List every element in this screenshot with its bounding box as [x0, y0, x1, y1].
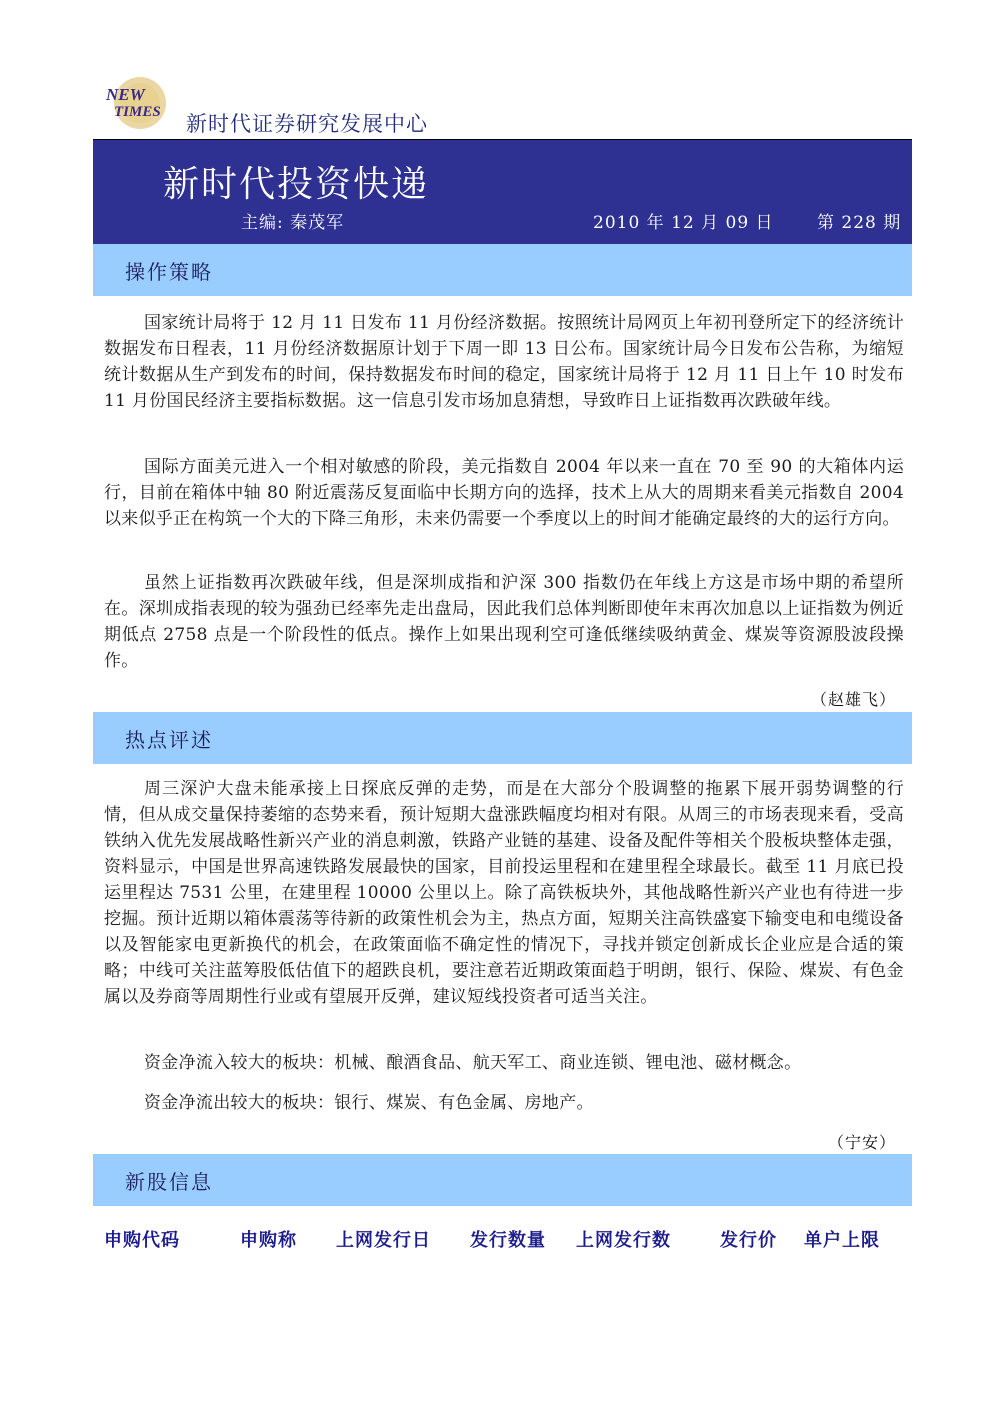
issue-number: 第 228 期 [817, 213, 902, 233]
section-ipo-header [93, 1154, 912, 1206]
svg-text:TIMES: TIMES [114, 104, 161, 120]
hotspot-paragraph: 周三深沪大盘未能承接上日探底反弹的走势，而是在大部分个股调整的拖累下展开弱势调整的行情，但从成交量保持萎缩的态势来看，预计短期大盘涨跌幅度均相对有限。从周三的市场表现来看，受高铁纳入优先发展战略性新兴产业的消息刺激，铁路产业链的基建、设备及配件等相关个股板块整体走强，资料显示，中国是世界高速铁路发展最快的国家，目前投运里程和在建里程全球最长。截至 11 月底已投运里程达 7531 公里，在建里程 10000 公里以上。除了高铁板块外，其他战略性新兴产业也有待进一步挖掘。预计近期以箱体震荡等待新的政策性机会为主，热点方面，短期关注高铁盛宴下输变电和电缆设备以及智能家电更新换代的机会，在政策面临不确定性的情况下，寻找并锁定创新成长企业应是合适的策略；中线可关注蓝筹股低估值下的超跌良机，要注意若近期政策面趋于明朗，银行、保险、煤炭、有色金属以及券商等周期性行业或有望展开反弹，建议短线投资者可适当关注。 [104, 779, 904, 1007]
ipo-column-header: 发行数量 [470, 1230, 546, 1251]
ipo-column-header: 上网发行数 [576, 1230, 671, 1251]
strategy-author: （赵雄飞） [810, 690, 896, 709]
new-times-logo [104, 72, 184, 132]
hotspot-author: （宁安） [827, 1133, 896, 1152]
header-banner [93, 140, 912, 244]
fund-outflow-paragraph: 资金净流出较大的板块：银行、煤炭、有色金属、房地产。 [144, 1093, 594, 1113]
organization-name: 新时代证券研究发展中心 [186, 112, 428, 136]
editor-label: 主编: 秦茂军 [241, 213, 345, 233]
ipo-column-header: 上网发行日 [336, 1230, 431, 1251]
issue-date: 2010 年 12 月 09 日 [593, 213, 774, 233]
strategy-paragraph: 国际方面美元进入一个相对敏感的阶段，美元指数自 2004 年以来一直在 70 至 90 的大箱体内运行，目前在箱体中轴 80 附近震荡反复面临中长期方向的选择，技术上从大的周期来看美元指数自 2004 以来似乎正在构筑一个大的下降三角形，未来仍需要一个季度以上的时间才能确定最终的大的运行方向。 [104, 457, 904, 529]
section-hotspot-header [93, 712, 912, 764]
ipo-column-header: 发行价 [720, 1230, 777, 1251]
fund-inflow-paragraph: 资金净流入较大的板块：机械、酿酒食品、航天军工、商业连锁、锂电池、磁材概念。 [144, 1053, 802, 1073]
ipo-column-header: 申购称 [240, 1230, 297, 1251]
section-strategy-header [93, 244, 912, 296]
strategy-paragraph: 国家统计局将于 12 月 11 日发布 11 月份经济数据。按照统计局网页上年初刊登所定下的经济统计数据发布日程表，11 月份经济数据原计划于下周一即 13 日公布。国家统计局今日发布公告称，为缩短统计数据从生产到发布的时间，保持数据发布时间的稳定，国家统计局将于 12 月 11 日上午 10 时发布 11 月份国民经济主要指标数据。这一信息引发市场加息猜想，导致昨日上证指数再次跌破年线。 [104, 313, 904, 411]
publication-title: 新时代投资快递 [163, 164, 430, 205]
section-strategy-title: 操作策略 [125, 260, 213, 284]
section-ipo-title: 新股信息 [125, 1170, 213, 1194]
section-hotspot-title: 热点评述 [125, 728, 213, 752]
svg-text:NEW: NEW [106, 85, 145, 104]
ipo-column-header: 申购代码 [104, 1230, 180, 1251]
strategy-paragraph: 虽然上证指数再次跌破年线，但是深圳成指和沪深 300 指数仍在年线上方这是市场中期的希望所在。深圳成指表现的较为强劲已经率先走出盘局，因此我们总体判断即使年末再次加息以上证指数为例近期低点 2758 点是一个阶段性的低点。操作上如果出现利空可逢低继续吸纳黄金、煤炭等资源股波段操作。 [104, 573, 904, 671]
ipo-column-header: 单户上限 [804, 1230, 880, 1251]
